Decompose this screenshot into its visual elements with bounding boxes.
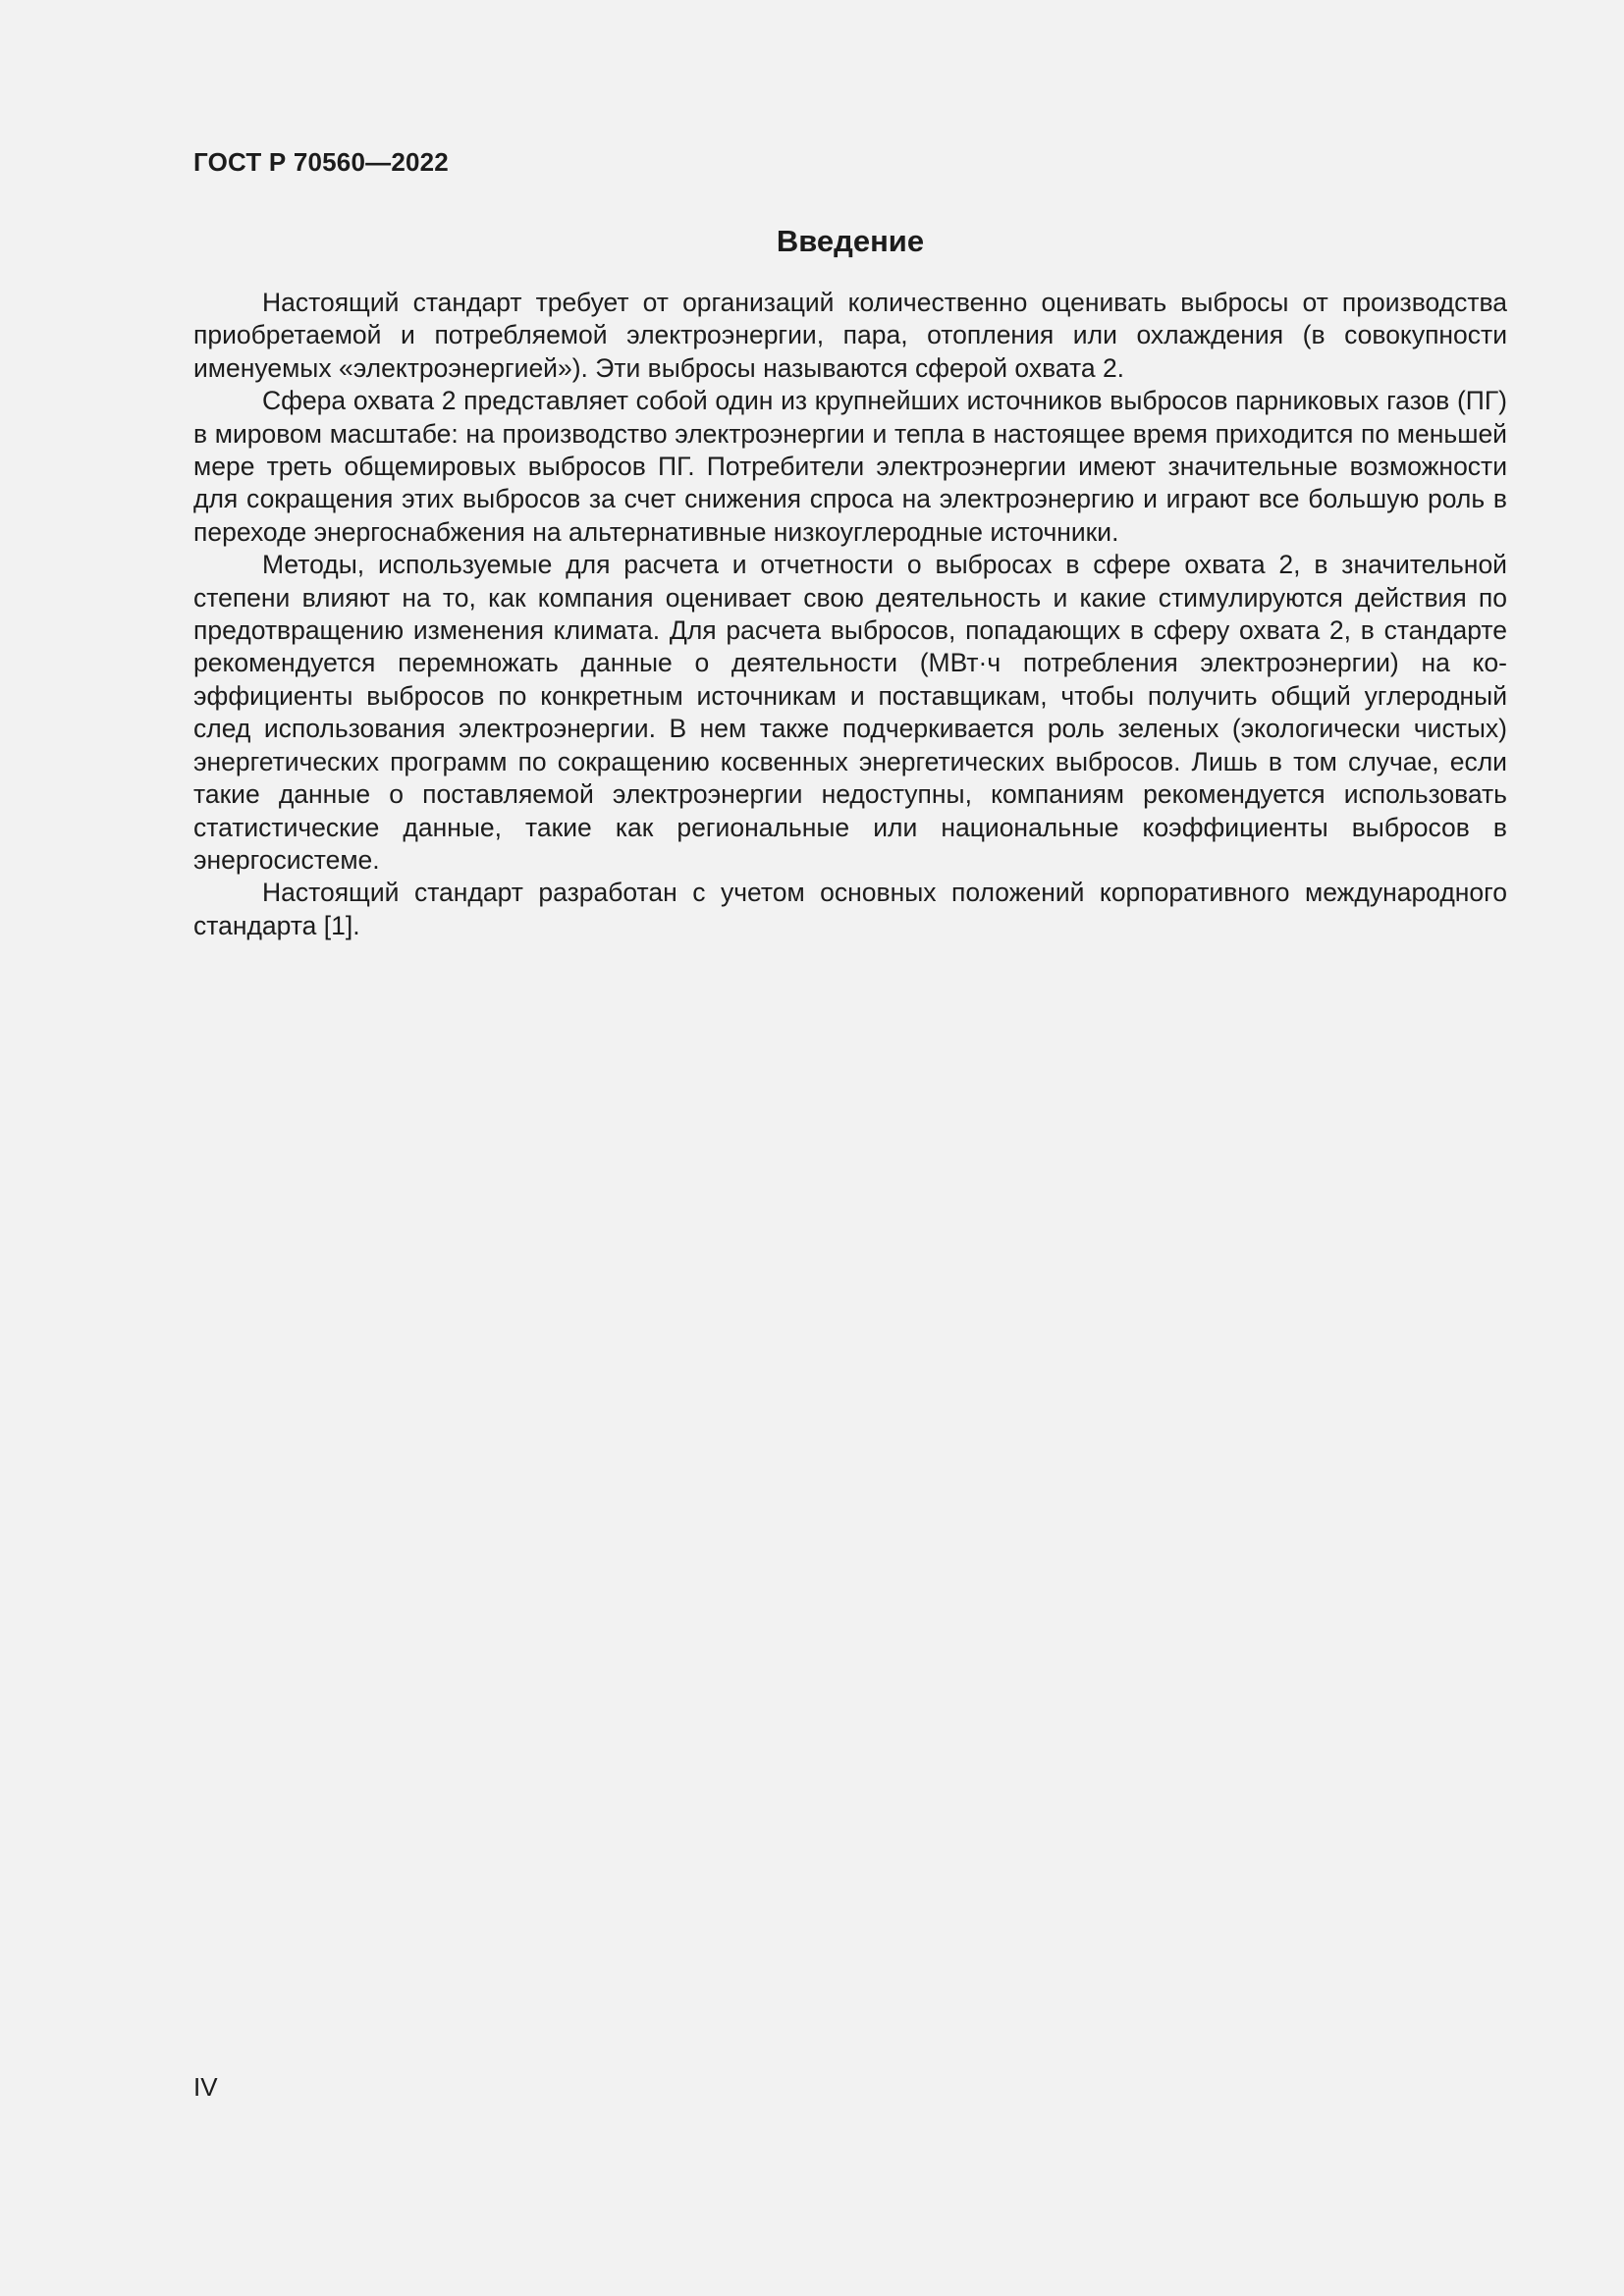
- section-title: Введение: [776, 224, 925, 258]
- paragraph-calculation-methods: Методы, используемые для расчета и отчетности о выбросах в сфере охвата 2, в значительной степени влияют на то, как компания оценивает свою деятельность и какие стимулируются действия по предотвращению изменения климата. Для расчета выбросов, попадающих в сферу охвата 2, в стандарте рекомендуется перемножать данные о деятельности (МВт·ч потребления электроэнергии) на коэффициенты выбросов по конкретным источникам и поставщикам, чтобы получить общий углеродный след использования электроэнергии. В нем также подчеркивается роль зеленых (экологически чистых) энергетических программ по сокращению косвенных энергетических выбросов. Лишь в том случае, если такие данные о поставляемой электроэнергии недоступны, компаниям рекомендуется использовать статистические данные, такие как региональные или национальные коэффициенты выбросов в энергосистеме.: [193, 550, 1507, 875]
- document-body: [193, 287, 1507, 942]
- paragraph-scope2-significance: Сфера охвата 2 представляет собой один из крупнейших источников выбросов парниковых газов (ПГ) в мировом масштабе: на производство электроэнергии и тепла в настоящее время приходится по меньшей мере треть общемировых выбросов ПГ. Потребители электроэнергии имеют значительные возможности для сокращения этих выбросов за счет снижения спроса на электроэнергию и играют все большую роль в переходе энергоснабжения на альтернативные низкоуглеродные источники.: [193, 386, 1507, 547]
- paragraph-standard-basis: Настоящий стандарт разработан с учетом основных положений корпоративного международного стандарта [1].: [193, 878, 1507, 940]
- paragraph-scope2-definition: Настоящий стандарт требует от организаций количественно оценивать выбросы от производства приобретаемой и потребляемой электроэнергии, пара, отопления или охлаждения (в совокупности именуемых «электроэнергией»). Эти выбросы называются сферой охвата 2.: [193, 288, 1507, 383]
- document-header-code: ГОСТ Р 70560—2022: [193, 147, 449, 177]
- page-number: IV: [193, 2072, 218, 2102]
